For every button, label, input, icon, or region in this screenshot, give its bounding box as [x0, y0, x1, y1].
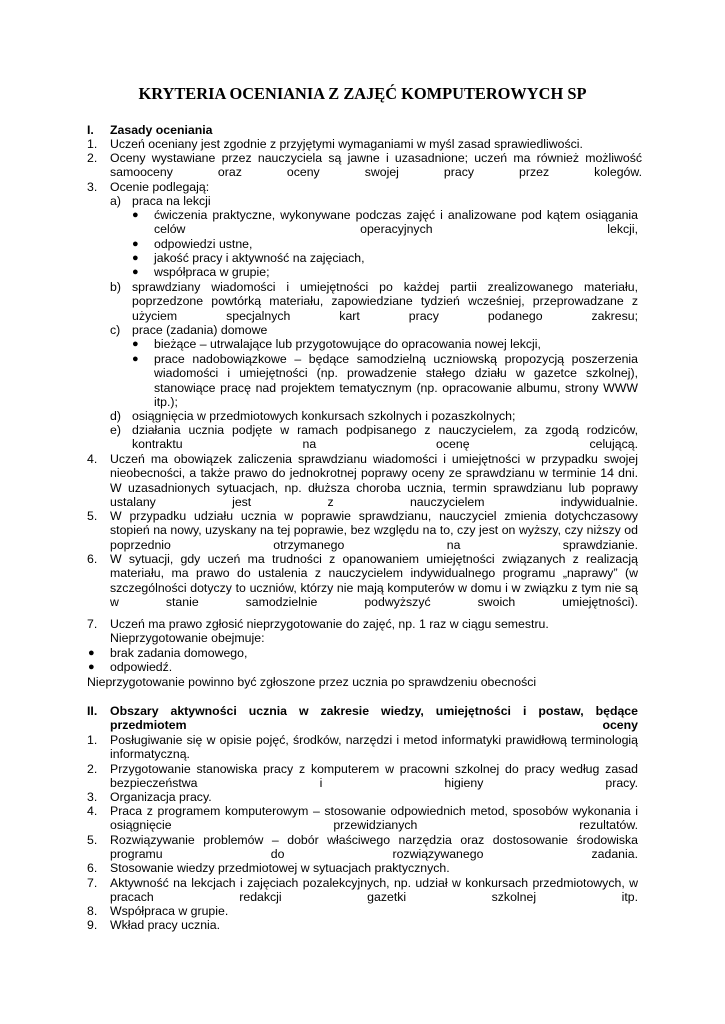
bullet-icon: ●	[132, 252, 139, 264]
bullet-icon: ●	[132, 238, 139, 250]
section-2-title: Obszary aktywności ucznia w zakresie wiedzy, umiejętności i postaw, będące przedmiotem oceny	[110, 704, 638, 733]
section-1-marker: I.	[87, 123, 94, 137]
bullet-icon: ●	[132, 209, 139, 221]
bullet-icon: ●	[132, 266, 139, 278]
page-title: KRYTERIA OCENIANIA Z ZAJĘĆ KOMPUTEROWYCH SP	[138, 84, 587, 103]
bullet-icon: ●	[88, 647, 95, 659]
bullet-icon: ●	[88, 661, 95, 673]
bullet-icon: ●	[132, 353, 139, 365]
bullet-icon: ●	[132, 338, 139, 350]
document-page: KRYTERIA OCENIANIA Z ZAJĘĆ KOMPUTEROWYCH SP I. Zasady oceniania 1. Uczeń oceniany jest zgodnie z przyjętymi wymaganiami w myśl zasad sprawiedliwości. 2. Oceny wystawiane przez nauczyciela są jawne i uzasadnione; uczeń ma również możliwość samooceny oraz oceny swojej pracy przez kolegów. 3. Ocenie podlegają: a) praca na lekcji ● ćwiczenia praktyczne, wykonywane podczas zajęć i analizowane pod kątem osiągania celów operacyjnych lekcji, ● odpowiedzi ustne, ● jakość pracy i aktywność na zajęciach, ● współpraca w grupie; b) sprawdziany wiadomości i umiejętności po każdej partii zrealizowanego materiału, poprzedzone powtórką materiału, zapowiedziane tydzień wcześniej, przeprowadzane z użyciem specjalnych kart pracy podanego zakresu; c) prace (zadania) domowe ● bieżące – utrwalające lub przygotowujące do opracowania nowej lekcji, ● prace nadobowiązkowe – będące samodzielną uczniowską propozycją poszerzenia wiadomości i umiejętności (np. prowadzenie stałego działu w gazetce szkolnej), stanowiące pracę nad projektem tematycznym (np. opracowanie albumu, strony WWW itp.); d) osiągnięcia w przedmiotowych konkursach szkolnych i pozaszkolnych; e) działania ucznia podjęte w ramach podpisanego z nauczycielem, za zgodą rodziców, kontraktu na ocenę celującą. 4. Uczeń ma obowiązek zaliczenia sprawdzianu wiadomości i umiejętności w przypadku swojej nieobecności, a także prawo do jednokrotnej poprawy oceny ze sprawdzianu w terminie 14 dni. W uzasadnionych sytuacjach, np. dłuższa choroba ucznia, termin sprawdzianu lub poprawy ustalany jest z nauczycielem indywidualnie. 5. W przypadku udziału ucznia w poprawie sprawdzianu, nauczyciel zmienia dotychczasowy stopień na nowy, uzyskany na tej poprawie, bez względu na to, czy jest on wyższy, czy niższy od poprzednio otrzymanego na sprawdzianie. 6. W sytuacji, gdy uczeń ma trudności z opanowaniem umiejętności związanych z realizacją materiału, ma prawo do ustalenia z nauczycielem indywidualnego programu „naprawy” (w szczególności dotyczy to uczniów, którzy nie mają komputerów w domu i w związku z tym nie są w stanie samodzielnie podwyższyć swoich umiejętności). 7. Uczeń ma prawo zgłosić nieprzygotowanie do zajęć, np. 1 raz w ciągu semestru. Nieprzygotowanie obejmuje: ● brak zadania domowego, ● odpowiedź. Nieprzygotowanie powinno być zgłoszone przez ucznia po sprawdzeniu obecności II. Obszary aktywności ucznia w zakresie wiedzy, umiejętności i postaw, będące przedmiotem oceny 1. Posługiwanie się w opisie pojęć, środków, narzędzi i metod informatyki prawidłową terminologią informatyczną. 2. Przygotowanie stanowiska pracy z komputerem w pracowni szkolnej do pracy według zasad bezpieczeństwa i higieny pracy. 3. Organizacja pracy. 4. Praca z programem komputerowym – stosowanie odpowiednich metod, sposobów wykonania i osiągnięcie przewidzianych rezultatów. 5. Rozwiązywanie problemów – dobór właściwego narzędzia oraz dostosowanie środowiska programu do rozwiązywanego zadania. 6. Stosowanie wiedzy przedmiotowej w sytuacjach praktycznych. 7. Aktywność na lekcjach i zajęciach pozalekcyjnych, np. udział w konkursach przedmiotowych, w pracach redakcji gazetki szkolnej itp. 8. Współpraca w grupie. 9. Wkład pracy ucznia.	[0, 0, 725, 1024]
section-2-marker: II.	[87, 704, 98, 718]
section-1-title: Zasady oceniania	[110, 123, 213, 137]
